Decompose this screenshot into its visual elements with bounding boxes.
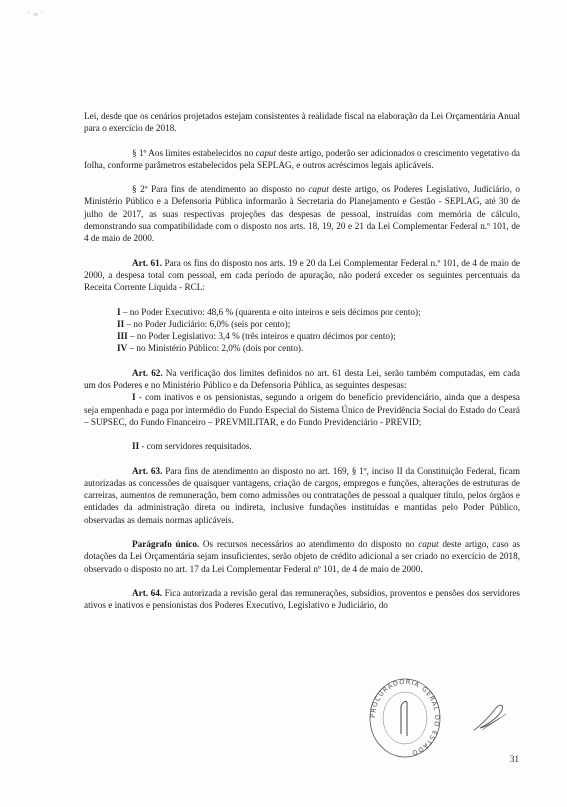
percentages-list bbox=[84, 306, 520, 355]
section-2-text-b: deste artigo, os Poderes Legislativo, Judiciário, o Ministério Público e a Defensoria Pública informarão à Secretaria do Planejamento e Gestão - SEPLAG, até 30 de julho de 2017, as suas respectivas projeções das despesas de pessoal, instruídas com memória de cálculo, demonstrando sua compatibilidade com o disposto nos arts. 18, 19, 20 e 21 da Lei Complementar Federal n.º 101, de 4 de maio de 2000. bbox=[84, 184, 520, 244]
sole-paragraph-text-a: Os recursos necessários ao atendimento do disposto no bbox=[199, 539, 419, 550]
list-item-text: – no Poder Executivo: 48,6 % (quarenta e oito inteiros e seis décimos por cento); bbox=[120, 306, 421, 317]
art-64-text: Fica autorizada a revisão geral das remunerações, subsídios, proventos e pensões dos servidores ativos e inativos e pensionistas dos Poderes Executivo, Legislativo e Judiciário, do bbox=[84, 587, 520, 611]
list-item bbox=[117, 318, 520, 330]
list-item-number: IV bbox=[117, 343, 128, 354]
paragraph-art-61 bbox=[84, 257, 520, 294]
list-item-number: I bbox=[117, 306, 121, 317]
paragraph-section-2 bbox=[84, 183, 520, 244]
paragraph-sole-paragraph bbox=[84, 538, 520, 575]
item-ii-number: II bbox=[132, 441, 140, 452]
paragraph-art-64 bbox=[84, 587, 520, 612]
section-1-text-b: deste artigo, poderão ser adicionados o crescimento vegetativo da folha, conforme parâmetros estabelecidos pela SEPLAG, e outros acréscimos legais aplicáveis. bbox=[84, 147, 520, 170]
paragraph-continuation: Lei, desde que os cenários projetados estejam consistentes à realidade fiscal na elaboração da Lei Orçamentária Anual para o exercício de 2018. bbox=[84, 111, 520, 134]
section-2-caput: caput bbox=[308, 184, 329, 195]
list-item-number: III bbox=[117, 331, 128, 342]
art-63-label: Art. 63. bbox=[132, 465, 163, 476]
list-item bbox=[117, 342, 520, 354]
paragraph-section-1 bbox=[84, 147, 520, 172]
art-62-label: Art. 62. bbox=[132, 367, 163, 378]
paragraph-art-62-item-ii bbox=[84, 440, 520, 452]
section-1-caput: caput bbox=[255, 147, 277, 158]
item-ii-text: - com servidores requisitados. bbox=[139, 441, 252, 452]
procuradoria-seal-stamp bbox=[367, 676, 443, 760]
svg-text:PROCURADORIA GERAL DO ESTADO: PROCURADORIA GERAL DO ESTADO bbox=[368, 677, 442, 758]
list-item-text: – no Poder Legislativo: 3,4 % (três inteiros e quatro décimos por cento); bbox=[127, 331, 396, 342]
paragraph-art-63 bbox=[84, 465, 520, 526]
list-item-number: II bbox=[117, 318, 125, 329]
paragraph-art-62 bbox=[84, 367, 520, 392]
art-64-label: Art. 64. bbox=[132, 587, 163, 598]
sole-paragraph-caput: caput bbox=[418, 539, 439, 550]
art-62-text: Na verificação dos limites definidos no art. 61 desta Lei, serão também computadas, em cada um dos Poderes e no Ministério Público e da Defensoria Pública, as seguintes despesas: bbox=[84, 367, 521, 391]
handwritten-signature bbox=[470, 700, 510, 736]
section-2-text-a: § 2º Para fins de atendimento ao disposto no bbox=[132, 184, 309, 195]
item-i-text: - com inativos e os pensionistas, segundo a origem do benefício previdenciário, ainda que a despesa seja empenhada e paga por intermédio do Fundo Especial do Sistema Único de Previdência Social do Estado do Ceará – SUPSEC, do Fundo Financeiro – PREVMILITAR, e do Fundo Previdenciário - PREVID; bbox=[84, 392, 520, 427]
paragraph-art-62-item-i bbox=[84, 391, 520, 428]
list-item bbox=[117, 330, 520, 342]
art-61-text: Para os fins do disposto nos arts. 19 e 20 da Lei Complementar Federal n.º 101, de 4 de maio de 2000, a despesa total com pessoal, em cada período de apuração, não poderá exceder os seguintes percentuais da Receita Corrente Líquida - RCL: bbox=[84, 257, 520, 293]
section-1-text-a: § 1º Aos limites estabelecidos no bbox=[132, 147, 256, 158]
art-63-text: Para fins de atendimento ao disposto no art. 169, § 1º, inciso II da Constituição Federal, ficam autorizadas as concessões de quaisquer vantagens, criação de cargos, empregos e funções, alterações de estruturas de carreiras, aumentos de remuneração, bem como admissões ou contratações de pessoal a qualquer título, pelos órgãos e entidades da administração direta ou indireta, inclusive fundações instituídas e mantidas pelo Poder Público, observadas as demais normas aplicáveis. bbox=[84, 465, 520, 525]
sole-paragraph-label: Parágrafo único. bbox=[132, 539, 200, 550]
list-item-text: – no Poder Judiciário: 6,0% (seis por cento); bbox=[124, 318, 291, 329]
list-item bbox=[117, 306, 520, 318]
scan-corner-mark: ‘ ∞ ′ bbox=[28, 12, 44, 18]
page-number: 31 bbox=[510, 754, 519, 764]
sole-paragraph-text-b: deste artigo, caso as dotações da Lei Orçamentária sejam insuficientes, serão objeto de crédito adicional a ser criado no exercício de 2018, observado o disposto no art. 17 da Lei Complementar Federal nº 101, de 4 de maio de 2000. bbox=[84, 539, 520, 574]
document-body bbox=[84, 110, 520, 612]
item-i-number: I bbox=[132, 392, 136, 403]
list-item-text: – no Ministério Público: 2,0% (dois por cento). bbox=[127, 343, 304, 354]
art-61-label: Art. 61. bbox=[132, 257, 162, 268]
